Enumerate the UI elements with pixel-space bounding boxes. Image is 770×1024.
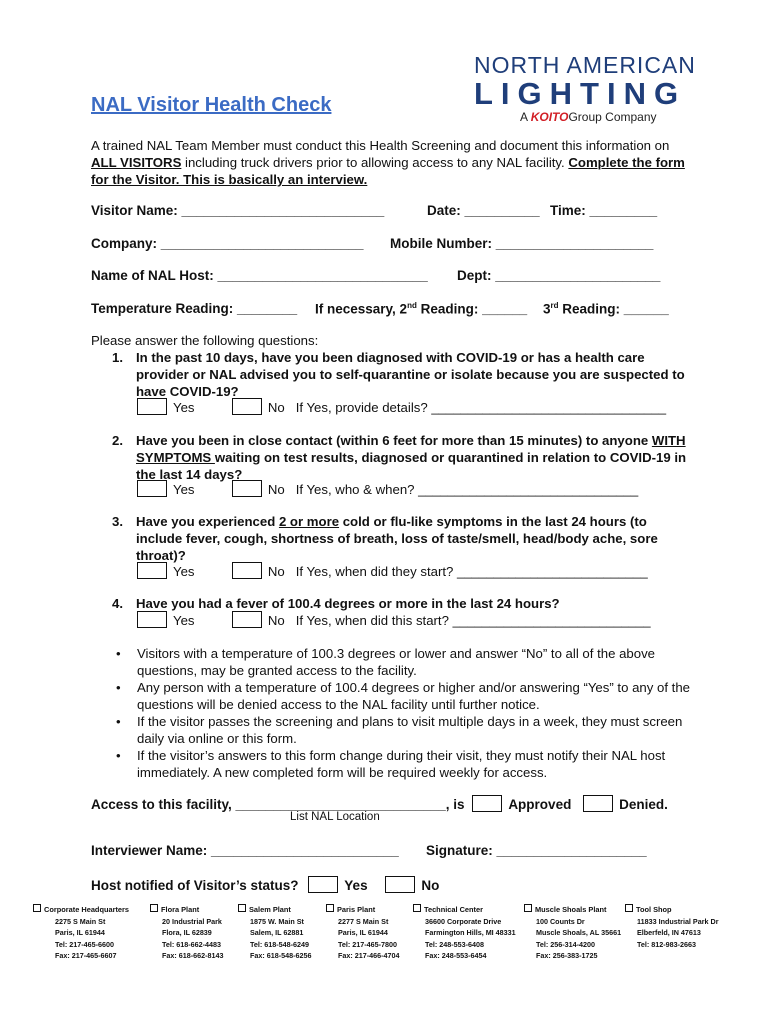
question-3	[112, 513, 692, 564]
location-city: Muscle Shoals, AL 35661	[536, 928, 622, 937]
page-title: NAL Visitor Health Check	[91, 94, 332, 116]
location-fax: Fax: 256-383-1725	[536, 951, 598, 960]
q4-no-checkbox[interactable]	[232, 611, 262, 628]
location-city: Farmington Hills, MI 48331	[425, 928, 516, 937]
location-name: Flora Plant	[161, 905, 200, 914]
intro-paragraph	[91, 137, 691, 188]
q2-text-c: waiting on test results, diagnosed or quarantined in relation to COVID-19 in the last 14 days?	[136, 450, 687, 482]
host-notified-yes-label: Yes	[344, 878, 368, 893]
logo-line2: LIGHTING	[474, 76, 687, 111]
checkbox-icon	[326, 904, 334, 912]
koito-logo: KOITO	[530, 110, 569, 124]
access-row	[91, 795, 668, 812]
q1-yes-label: Yes	[173, 400, 195, 415]
denied-label: Denied.	[619, 797, 668, 812]
company-field[interactable]: Company: ___________________________	[91, 236, 364, 251]
q4-no-label: No	[267, 613, 285, 628]
second-sup: nd	[407, 301, 417, 310]
q1-detail-field[interactable]: If Yes, provide details? ________________________________	[295, 400, 667, 415]
question-number: 3.	[112, 514, 123, 529]
location-tel: Tel: 248-553-6408	[425, 939, 485, 949]
location-city: Paris, IL 61944	[55, 928, 105, 937]
q3-detail-field[interactable]: If Yes, when did they start? __________________________	[295, 564, 648, 579]
temperature-field[interactable]: Temperature Reading: ________	[91, 301, 298, 316]
question-1	[112, 349, 692, 400]
location-tel: Tel: 618-548-6249	[250, 939, 310, 949]
location-name: Muscle Shoals Plant	[535, 905, 607, 914]
logo-tagline	[520, 110, 657, 124]
second-reading-label: If necessary, 2	[315, 301, 408, 317]
q2-text-a: Have you been in close contact (within 6 feet for more than 15 minutes) to anyone	[136, 433, 652, 448]
location-city: Elberfeld, IN 47613	[637, 928, 701, 937]
access-location-caption: List NAL Location	[290, 811, 380, 823]
checkbox-icon	[413, 904, 421, 912]
intro-all-visitors: ALL VISITORS	[91, 155, 182, 170]
q2-yes-checkbox[interactable]	[137, 480, 167, 497]
host-field[interactable]: Name of NAL Host: ____________________________	[91, 268, 428, 283]
q4-yes-checkbox[interactable]	[137, 611, 167, 628]
third-sup: rd	[550, 301, 559, 310]
location-address: 100 Counts Dr	[536, 916, 585, 926]
host-notified-label: Host notified of Visitor’s status?	[91, 878, 299, 893]
location-fax: Fax: 217-466-4704	[338, 951, 400, 960]
visitor-name-field[interactable]: Visitor Name: ___________________________	[91, 203, 385, 218]
q2-answers	[137, 480, 638, 497]
q3-yes-checkbox[interactable]	[137, 562, 167, 579]
location-address: 2275 S Main St	[55, 916, 106, 926]
q3-no-checkbox[interactable]	[232, 562, 262, 579]
list-item: • If the visitor’s answers to this form change during their visit, they must notify their NAL host immediately. A new completed form will be required weekly for access.	[116, 747, 696, 781]
intro-text-1: A trained NAL Team Member must conduct this Health Screening and document this information on	[91, 138, 670, 153]
access-location-field[interactable]: Access to this facility, ____________________________, is	[91, 797, 465, 812]
list-item: • Any person with a temperature of 100.4 degrees or higher and/or answering “Yes” to any of the questions will be denied access to the NAL facility until further notice.	[116, 679, 696, 713]
interviewer-name-field[interactable]: Interviewer Name: _________________________	[91, 843, 399, 858]
question-4	[112, 595, 692, 612]
location-address: 1875 W. Main St	[250, 916, 304, 926]
third-reading-label: 3	[543, 301, 551, 317]
logo-suffix: Group Company	[568, 110, 657, 124]
question-text	[136, 513, 692, 564]
host-notified-row	[91, 876, 439, 893]
host-notified-no-label: No	[421, 878, 440, 893]
logo-prefix: A	[520, 110, 528, 124]
q2-no-checkbox[interactable]	[232, 480, 262, 497]
denied-checkbox[interactable]	[583, 795, 613, 812]
location-city: Flora, IL 62839	[162, 928, 212, 937]
location-city: Paris, IL 61944	[338, 928, 388, 937]
checkbox-icon	[238, 904, 246, 912]
q2-yes-label: Yes	[173, 482, 195, 497]
location-name: Technical Center	[424, 905, 484, 914]
second-reading-field[interactable]	[315, 301, 527, 317]
location-name: Paris Plant	[337, 905, 376, 914]
checkbox-icon	[524, 904, 532, 912]
location-name: Salem Plant	[249, 905, 291, 914]
q1-no-label: No	[267, 400, 285, 415]
location-paris	[326, 904, 400, 962]
dept-field[interactable]: Dept: ______________________	[457, 268, 661, 283]
q2-no-label: No	[267, 482, 285, 497]
intro-instruction: Complete the form for the Visitor. This is basically an interview.	[91, 155, 685, 187]
q1-no-checkbox[interactable]	[232, 398, 262, 415]
location-tel: Tel: 217-465-7800	[338, 939, 398, 949]
question-text: Have you had a fever of 100.4 degrees or more in the last 24 hours?	[136, 596, 560, 611]
location-fax: Fax: 618-548-6256	[250, 951, 312, 960]
approved-checkbox[interactable]	[472, 795, 502, 812]
q2-text-b: WITH SYMPTOMS	[136, 433, 686, 465]
checkbox-icon	[625, 904, 633, 912]
location-fax: Fax: 217-465-6607	[55, 951, 117, 960]
q4-answers	[137, 611, 651, 628]
third-reading-field[interactable]	[543, 301, 669, 317]
location-muscle-shoals	[524, 904, 621, 962]
location-address: 11833 Industrial Park Dr	[637, 916, 719, 926]
second-reading-rest: Reading: ______	[416, 301, 528, 317]
location-technical	[413, 904, 516, 962]
location-address: 36600 Corporate Drive	[425, 916, 502, 926]
question-2	[112, 432, 692, 483]
location-salem	[238, 904, 312, 962]
location-flora	[150, 904, 224, 962]
q3-yes-label: Yes	[173, 564, 195, 579]
q3-text-c: cold or flu-like symptoms in the last 24 hours (to include fever, cough, shortness of breath, loss of taste/smell, head/body ache, sore throat)?	[136, 514, 658, 563]
q4-yes-label: Yes	[173, 613, 195, 628]
location-corporate	[33, 904, 129, 962]
host-notified-no-checkbox[interactable]	[385, 876, 415, 893]
notes-list	[116, 645, 696, 781]
list-item: • If the visitor passes the screening and plans to visit multiple days in a week, they must screen daily via online or this form.	[116, 713, 696, 747]
logo-line1: NORTH AMERICAN	[474, 52, 696, 78]
host-notified-yes-checkbox[interactable]	[308, 876, 338, 893]
q3-text-b: 2 or more	[278, 514, 340, 529]
location-tel: Tel: 217-465-6600	[55, 939, 115, 949]
question-number: 4.	[112, 596, 123, 611]
location-tel: Tel: 618-662-4483	[162, 939, 222, 949]
location-tel: Tel: 256-314-4200	[536, 939, 596, 949]
checkbox-icon	[33, 904, 41, 912]
q1-answers	[137, 398, 666, 415]
approved-label: Approved	[508, 797, 572, 812]
location-fax: Fax: 618-662-8143	[162, 951, 224, 960]
q3-answers	[137, 562, 648, 579]
q3-no-label: No	[267, 564, 285, 579]
third-reading-rest: Reading: ______	[558, 301, 669, 317]
location-city: Salem, IL 62881	[250, 928, 304, 937]
time-field[interactable]: Time: _________	[550, 203, 658, 218]
mobile-field[interactable]: Mobile Number: _____________________	[390, 236, 654, 251]
list-item: • Visitors with a temperature of 100.3 degrees or lower and answer “No” to all of the above questions, may be granted access to the facility.	[116, 645, 696, 679]
questions-intro: Please answer the following questions:	[91, 333, 319, 348]
intro-text-3: including truck drivers prior to allowing access to any NAL facility.	[181, 155, 569, 170]
signature-field[interactable]: Signature: ____________________	[426, 843, 647, 858]
q3-text-a: Have you experienced	[136, 514, 279, 529]
location-fax: Fax: 248-553-6454	[425, 951, 487, 960]
question-text	[136, 432, 692, 483]
location-address: 2277 S Main St	[338, 916, 389, 926]
location-name: Corporate Headquarters	[44, 905, 130, 914]
location-tool-shop	[625, 904, 719, 950]
q2-detail-field[interactable]: If Yes, who & when? ______________________________	[295, 482, 639, 497]
location-name: Tool Shop	[636, 905, 672, 914]
location-tel: Tel: 812-983-2663	[637, 939, 697, 949]
question-number: 1.	[112, 350, 123, 365]
question-text: In the past 10 days, have you been diagnosed with COVID-19 or has a health care provider or NAL advised you to self-quarantine or isolate because you are suspected to have COVID-19?	[136, 350, 685, 399]
location-address: 20 Industrial Park	[162, 916, 222, 926]
checkbox-icon	[150, 904, 158, 912]
date-field[interactable]: Date: __________	[427, 203, 540, 218]
q4-detail-field[interactable]: If Yes, when did this start? ___________________________	[295, 613, 651, 628]
question-number: 2.	[112, 433, 123, 448]
q1-yes-checkbox[interactable]	[137, 398, 167, 415]
